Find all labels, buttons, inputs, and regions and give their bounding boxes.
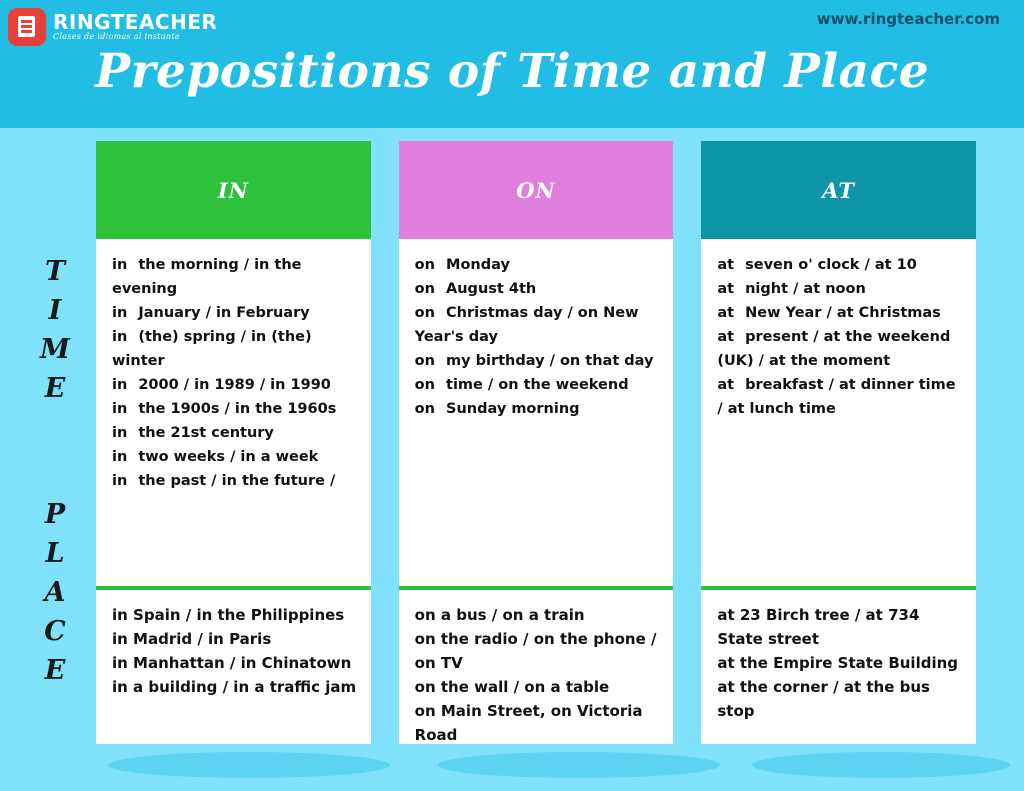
vertical-letter: M (40, 334, 70, 365)
column-divider-in (96, 586, 371, 590)
vertical-letter: E (44, 655, 66, 686)
time-example-row (717, 277, 960, 301)
example-text: two weeks / in a week (133, 449, 319, 465)
vertical-letter: I (48, 295, 62, 326)
preposition-word: in (112, 449, 128, 465)
time-example-row (112, 373, 355, 397)
vertical-letter: C (44, 616, 66, 647)
column-divider-at (701, 586, 976, 590)
example-text: the 1900s / in the 1960s (133, 401, 337, 417)
preposition-word: in (112, 425, 128, 441)
column-on (399, 141, 674, 744)
example-text: present / at the weekend (UK) / at the moment (717, 329, 951, 369)
preposition-word: in (112, 257, 128, 273)
column-heading-at: AT (701, 141, 976, 239)
time-example-row (415, 373, 658, 397)
time-list-on (415, 253, 658, 421)
ringteacher-logo-icon (8, 8, 46, 46)
vertical-letter: A (44, 577, 66, 608)
column-shadow (752, 752, 1010, 778)
vertical-letter: E (44, 373, 66, 404)
time-example-row (112, 325, 355, 373)
time-example-row (112, 253, 355, 301)
time-example-row (415, 301, 658, 349)
time-example-row (717, 325, 960, 373)
vertical-letter: P (44, 499, 66, 530)
column-heading-on: ON (399, 141, 674, 239)
time-example-row (415, 397, 658, 421)
preposition-word: in (112, 305, 128, 321)
column-body-at (701, 239, 976, 744)
page-header (0, 0, 1024, 128)
page-title: Prepositions of Time and Place (94, 44, 930, 99)
time-list-in (112, 253, 355, 493)
column-shadow (108, 752, 390, 778)
preposition-word: at (717, 281, 735, 297)
time-example-row (112, 445, 355, 469)
preposition-word: in (112, 329, 128, 345)
time-example-row (415, 277, 658, 301)
example-text: the morning / in the evening (112, 257, 302, 297)
time-example-row (717, 301, 960, 325)
time-list-at (717, 253, 960, 421)
preposition-word: at (717, 377, 735, 393)
time-example-row (112, 421, 355, 445)
time-example-row (717, 373, 960, 421)
time-example-row (112, 469, 355, 493)
column-body-in (96, 239, 371, 744)
column-at (701, 141, 976, 744)
preposition-word: at (717, 257, 735, 273)
place-example-row: on the radio / on the phone / on TV (414, 630, 657, 672)
place-example-row: at 23 Birch tree / at 734 State street (717, 606, 920, 648)
place-example-row: in Spain / in the Philippines (112, 606, 345, 624)
time-example-row (717, 253, 960, 277)
preposition-columns (96, 141, 976, 744)
preposition-word: in (112, 473, 128, 489)
preposition-word: on (414, 377, 435, 393)
example-text: (the) spring / in (the) winter (112, 329, 312, 369)
example-text: time / on the weekend (440, 377, 629, 393)
place-example-row: on the wall / on a table (414, 678, 610, 696)
example-text: Monday (440, 257, 510, 273)
column-in (96, 141, 371, 744)
brand-tagline: Clases de idiomas al instante (53, 32, 180, 42)
place-example-row: in a building / in a traffic jam (112, 678, 357, 696)
preposition-word: in (112, 377, 128, 393)
column-shadow (438, 752, 720, 778)
place-example-row: in Madrid / in Paris (112, 630, 272, 648)
place-example-row: on Main Street, on Victoria Road (414, 702, 643, 744)
brand-logo-text (53, 12, 217, 41)
example-text: January / in February (133, 305, 310, 321)
preposition-word: at (717, 329, 735, 345)
place-example-row: at the Empire State Building (717, 654, 959, 672)
example-text: my birthday / on that day (440, 353, 654, 369)
example-text: breakfast / at dinner time / at lunch time (717, 377, 956, 417)
time-example-row (112, 301, 355, 325)
preposition-word: at (717, 305, 735, 321)
column-body-on (399, 239, 674, 744)
place-example-row: in Manhattan / in Chinatown (112, 654, 352, 672)
column-divider-on (399, 586, 674, 590)
preposition-word: on (414, 401, 435, 417)
example-text: 2000 / in 1989 / in 1990 (133, 377, 331, 393)
example-text: Sunday morning (440, 401, 580, 417)
place-list-at (717, 603, 962, 723)
example-text: the past / in the future / (133, 473, 336, 489)
section-label-time (34, 252, 76, 408)
brand-logo[interactable] (8, 8, 217, 46)
preposition-word: in (112, 401, 128, 417)
section-label-place (34, 495, 76, 690)
preposition-word: on (414, 281, 435, 297)
example-text: seven o' clock / at 10 (740, 257, 917, 273)
vertical-letter: L (45, 538, 65, 569)
preposition-word: on (414, 257, 435, 273)
example-text: Christmas day / on New Year's day (414, 305, 639, 345)
place-example-row: on a bus / on a train (414, 606, 585, 624)
column-heading-in: IN (96, 141, 371, 239)
place-example-row: at the corner / at the bus stop (717, 678, 930, 720)
example-text: New Year / at Christmas (740, 305, 941, 321)
example-text: August 4th (440, 281, 537, 297)
time-example-row (112, 397, 355, 421)
brand-name: RINGTEACHER (53, 10, 218, 35)
website-url[interactable]: www.ringteacher.com (816, 10, 1000, 28)
time-example-row (415, 253, 658, 277)
place-list-on (415, 603, 660, 747)
place-list-in (112, 603, 357, 699)
example-text: the 21st century (133, 425, 274, 441)
vertical-letter: T (44, 256, 66, 287)
time-example-row (415, 349, 658, 373)
example-text: night / at noon (740, 281, 866, 297)
preposition-word: on (414, 353, 435, 369)
preposition-word: on (414, 305, 435, 321)
